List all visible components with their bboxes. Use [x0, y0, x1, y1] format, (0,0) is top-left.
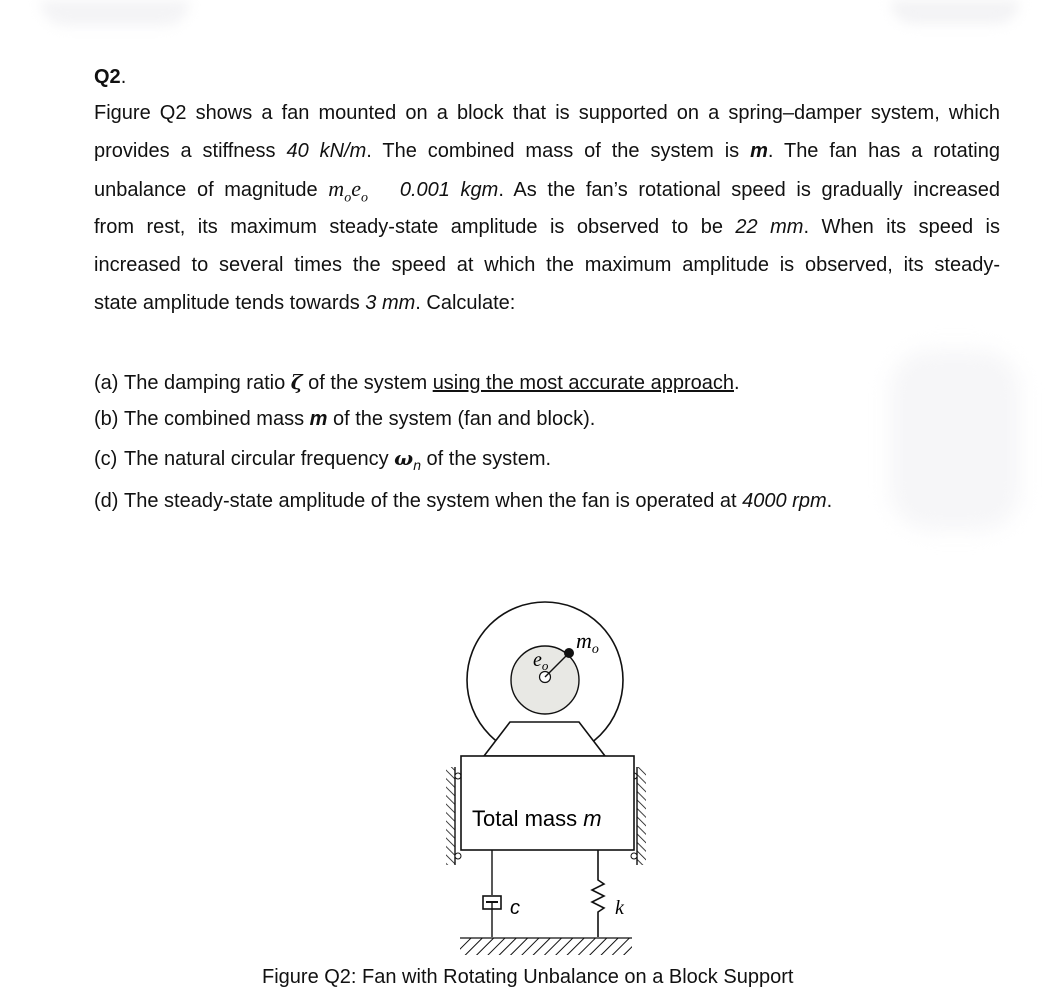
question-number: Q2. [94, 66, 127, 88]
unbalance-mass [564, 648, 574, 658]
block-label: Total mass m [472, 806, 602, 831]
total-mass-block [461, 756, 634, 850]
statement-line-5: increased to several times the speed at which the maximum amplitude is observed, its steady- [94, 254, 1000, 276]
statement-line-1: Figure Q2 shows a fan mounted on a block that is supported on a spring–damper system, which [94, 102, 1000, 124]
spring-label: k [615, 897, 624, 919]
unbalance-mass-label: $m_o$ [576, 628, 599, 657]
ecc-label: $e_o$ [533, 649, 549, 673]
problem-statement [94, 94, 1000, 322]
damper-label: c [510, 897, 520, 919]
right-wall-hatch [637, 767, 646, 865]
spring [592, 850, 604, 937]
blurred-header-right [890, 0, 1020, 24]
figure-caption: Figure Q2: Fan with Rotating Unbalance on a Block Support [262, 966, 794, 988]
statement-line-4: from rest, its maximum steady-state amplitude is observed to be 22 mm. When its speed is [94, 216, 1001, 238]
ground-hatch [460, 938, 632, 955]
blurred-margin-note [890, 350, 1020, 530]
zeta-symbol: ζ [290, 370, 303, 394]
part-a: (a) The damping ratio ζ of the system using the most accurate approach. [94, 370, 740, 394]
fan-block-figure [440, 595, 650, 960]
part-d: (d) The steady-state amplitude of the system when the fan is operated at 4000 rpm. [94, 490, 833, 512]
statement-line-2: provides a stiffness 40 kN/m. The combined mass of the system is m. The fan has a rotating [94, 140, 1000, 162]
unbalance-symbol: $m_oe_o$ [328, 176, 368, 206]
omega-symbol: ω [394, 446, 414, 470]
left-wall-hatch [446, 767, 455, 865]
blurred-header-left [40, 0, 190, 26]
statement-line-6: state amplitude tends towards 3 mm. Calculate: [94, 292, 516, 314]
part-b: (b) The combined mass m of the system (fan and block). [94, 408, 596, 430]
statement-line-3: unbalance of magnitude $m_oe_o$ 0.001 kgm. As the fan’s rotational speed is gradually increased [94, 176, 1001, 206]
part-c: (c) The natural circular frequency $\omega_n$ of the system. [94, 446, 552, 473]
